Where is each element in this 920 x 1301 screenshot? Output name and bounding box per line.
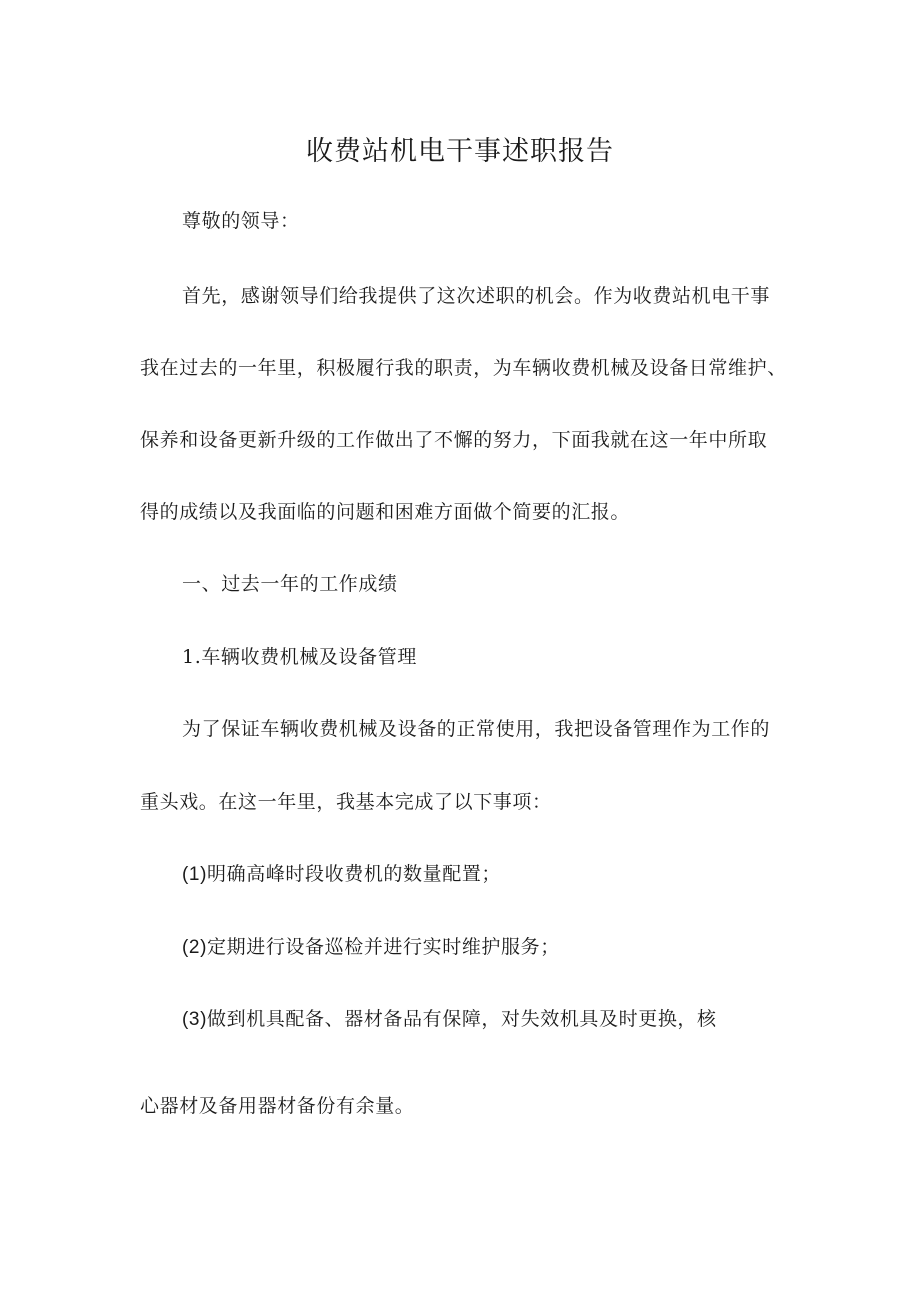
list-item-text: 明确高峰时段收费机的数量配置； bbox=[207, 863, 502, 885]
list-item-2 bbox=[182, 932, 560, 963]
intro-line-3: 保养和设备更新升级的工作做出了不懈的努力，下面我就在这一年中所取 bbox=[140, 429, 768, 451]
salutation: 尊敬的领导： bbox=[182, 210, 300, 232]
list-item-text: 做到机具配备、器材备品有保障，对失效机具及时更换，核 bbox=[207, 1008, 717, 1030]
list-item-number: (3) bbox=[182, 1009, 208, 1030]
intro-line-2: 我在过去的一年里，积极履行我的职责，为车辆收费机械及设备日常维护、 bbox=[140, 357, 787, 379]
list-item-3 bbox=[182, 1004, 717, 1035]
list-item-text: 定期进行设备巡检并进行实时维护服务； bbox=[207, 936, 560, 958]
document-title: 收费站机电干事述职报告 bbox=[306, 136, 614, 167]
intro-line-1: 首先，感谢领导们给我提供了这次述职的机会。作为收费站机电干事 bbox=[182, 285, 771, 307]
list-item-1 bbox=[182, 859, 501, 890]
body-line-2: 重头戏。在这一年里，我基本完成了以下事项： bbox=[140, 791, 552, 813]
list-item-number: (2) bbox=[182, 937, 208, 958]
body-line-1: 为了保证车辆收费机械及设备的正常使用，我把设备管理作为工作的 bbox=[182, 718, 771, 740]
subsection-heading: 1.车辆收费机械及设备管理 bbox=[182, 646, 417, 668]
intro-line-4: 得的成绩以及我面临的问题和困难方面做个简要的汇报。 bbox=[140, 501, 631, 523]
list-item-number: (1) bbox=[182, 864, 208, 885]
section-heading: 一、过去一年的工作成绩 bbox=[182, 573, 398, 595]
list-item-3-continuation: 心器材及备用器材备份有余量。 bbox=[140, 1095, 415, 1117]
